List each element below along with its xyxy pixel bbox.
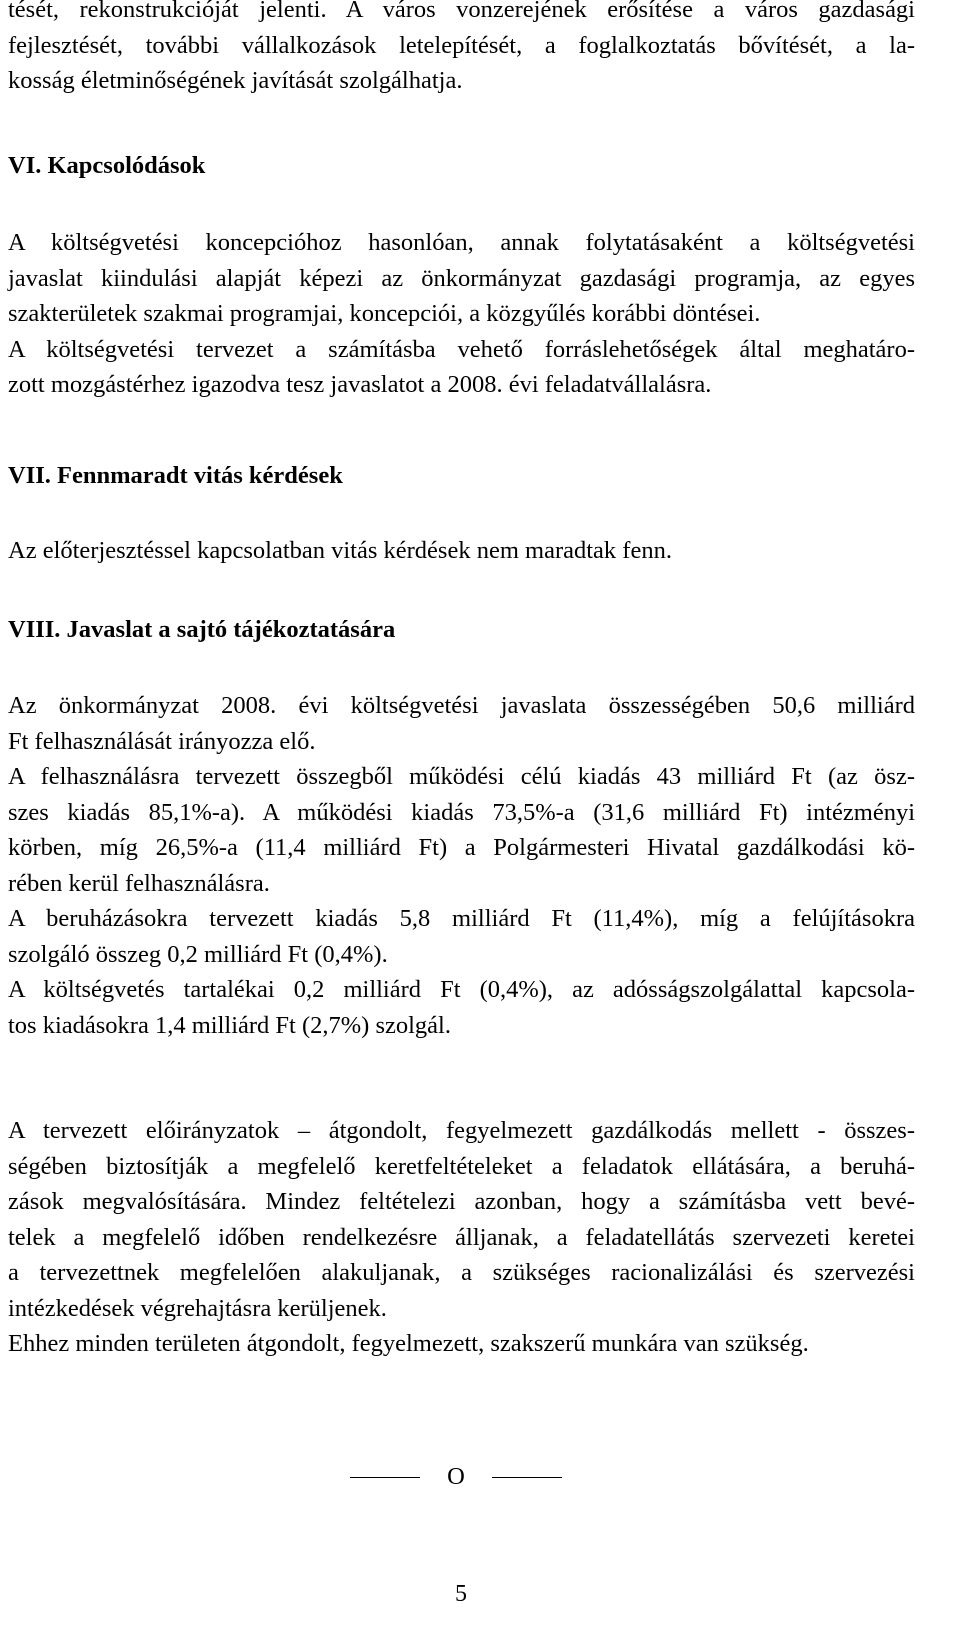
section-separator (350, 1459, 562, 1495)
separator-mark: O (447, 1463, 465, 1490)
page-number: 5 (455, 1581, 467, 1607)
text-line: Az előterjesztéssel kapcsolatban vitás kérdések nem maradtak fenn. (8, 537, 672, 564)
intro-paragraph (8, 0, 915, 99)
separator-rule-right (492, 1477, 562, 1478)
section-viii-body (8, 688, 915, 1043)
closing-paragraph (8, 1113, 915, 1362)
text-line: kosság életminőségének javítását szolgálhatja. (8, 67, 463, 94)
text-line: fejlesztését, további vállalkozások letelepítését, a foglalkoztatás bővítését, a la- (8, 31, 915, 59)
section-vi-body (8, 225, 915, 403)
text-line: javaslat kiindulási alapját képezi az önkormányzat gazdasági programja, az egyes (8, 264, 915, 292)
text-line: ségében biztosítják a megfelelő keretfeltételeket a feladatok ellátására, a beruhá- (8, 1152, 915, 1180)
text-line: A beruházásokra tervezett kiadás 5,8 milliárd Ft (11,4%), míg a felújításokra (8, 905, 915, 932)
text-line: körben, míg 26,5%-a (11,4 milliárd Ft) a Polgármesteri Hivatal gazdálkodási kö- (8, 834, 915, 861)
text-line: rében kerül felhasználásra. (8, 869, 270, 897)
text-line: Az önkormányzat 2008. évi költségvetési javaslata összességében 50,6 milliárd (8, 692, 915, 719)
text-line: tését, rekonstrukcióját jelenti. A város vonzerejének erősítése a város gazdasági (8, 0, 915, 23)
section-heading-vi: VI. Kapcsolódások (8, 152, 206, 179)
text-line: szolgáló összeg 0,2 milliárd Ft (0,4%). (8, 940, 388, 968)
text-line: a tervezettnek megfelelően alakuljanak, a szükséges racionalizálási és szervezési (8, 1259, 915, 1286)
text-line: intézkedések végrehajtásra kerüljenek. (8, 1294, 387, 1322)
text-line: A felhasználásra tervezett összegből működési célú kiadás 43 milliárd Ft (az ösz- (8, 763, 915, 790)
text-line: szakterületek szakmai programjai, koncepciói, a közgyűlés korábbi döntései. (8, 300, 761, 327)
section-heading-viii: VIII. Javaslat a sajtó tájékoztatására (8, 616, 396, 643)
separator-rule-left (350, 1477, 420, 1478)
text-line: Ehhez minden területen átgondolt, fegyelmezett, szakszerű munkára van szükség. (8, 1330, 809, 1357)
text-line: A költségvetési koncepcióhoz hasonlóan, annak folytatásaként a költségvetési (8, 229, 915, 256)
text-line: A költségvetési tervezet a számításba vehető forráslehetőségek által meghatáro- (8, 335, 915, 363)
text-line: Ft felhasználását irányozza elő. (8, 727, 316, 755)
text-line: telek a megfelelő időben rendelkezésre álljanak, a feladatellátás szervezeti keretei (8, 1223, 915, 1251)
text-line: tos kiadásokra 1,4 milliárd Ft (2,7%) szolgál. (8, 1011, 451, 1039)
text-line: szes kiadás 85,1%-a). A működési kiadás 73,5%-a (31,6 milliárd Ft) intézményi (8, 798, 915, 826)
text-line: zott mozgástérhez igazodva tesz javaslatot a 2008. évi feladatvállalásra. (8, 371, 712, 398)
text-line: A költségvetés tartalékai 0,2 milliárd Ft (0,4%), az adósságszolgálattal kapcsola- (8, 976, 915, 1003)
text-line: zások megvalósítására. Mindez feltételezi azonban, hogy a számításba vett bevé- (8, 1188, 915, 1215)
section-heading-vii: VII. Fennmaradt vitás kérdések (8, 462, 343, 489)
section-vii-body (8, 533, 915, 569)
text-line: A tervezett előirányzatok – átgondolt, fegyelmezett gazdálkodás mellett - összes- (8, 1117, 915, 1144)
